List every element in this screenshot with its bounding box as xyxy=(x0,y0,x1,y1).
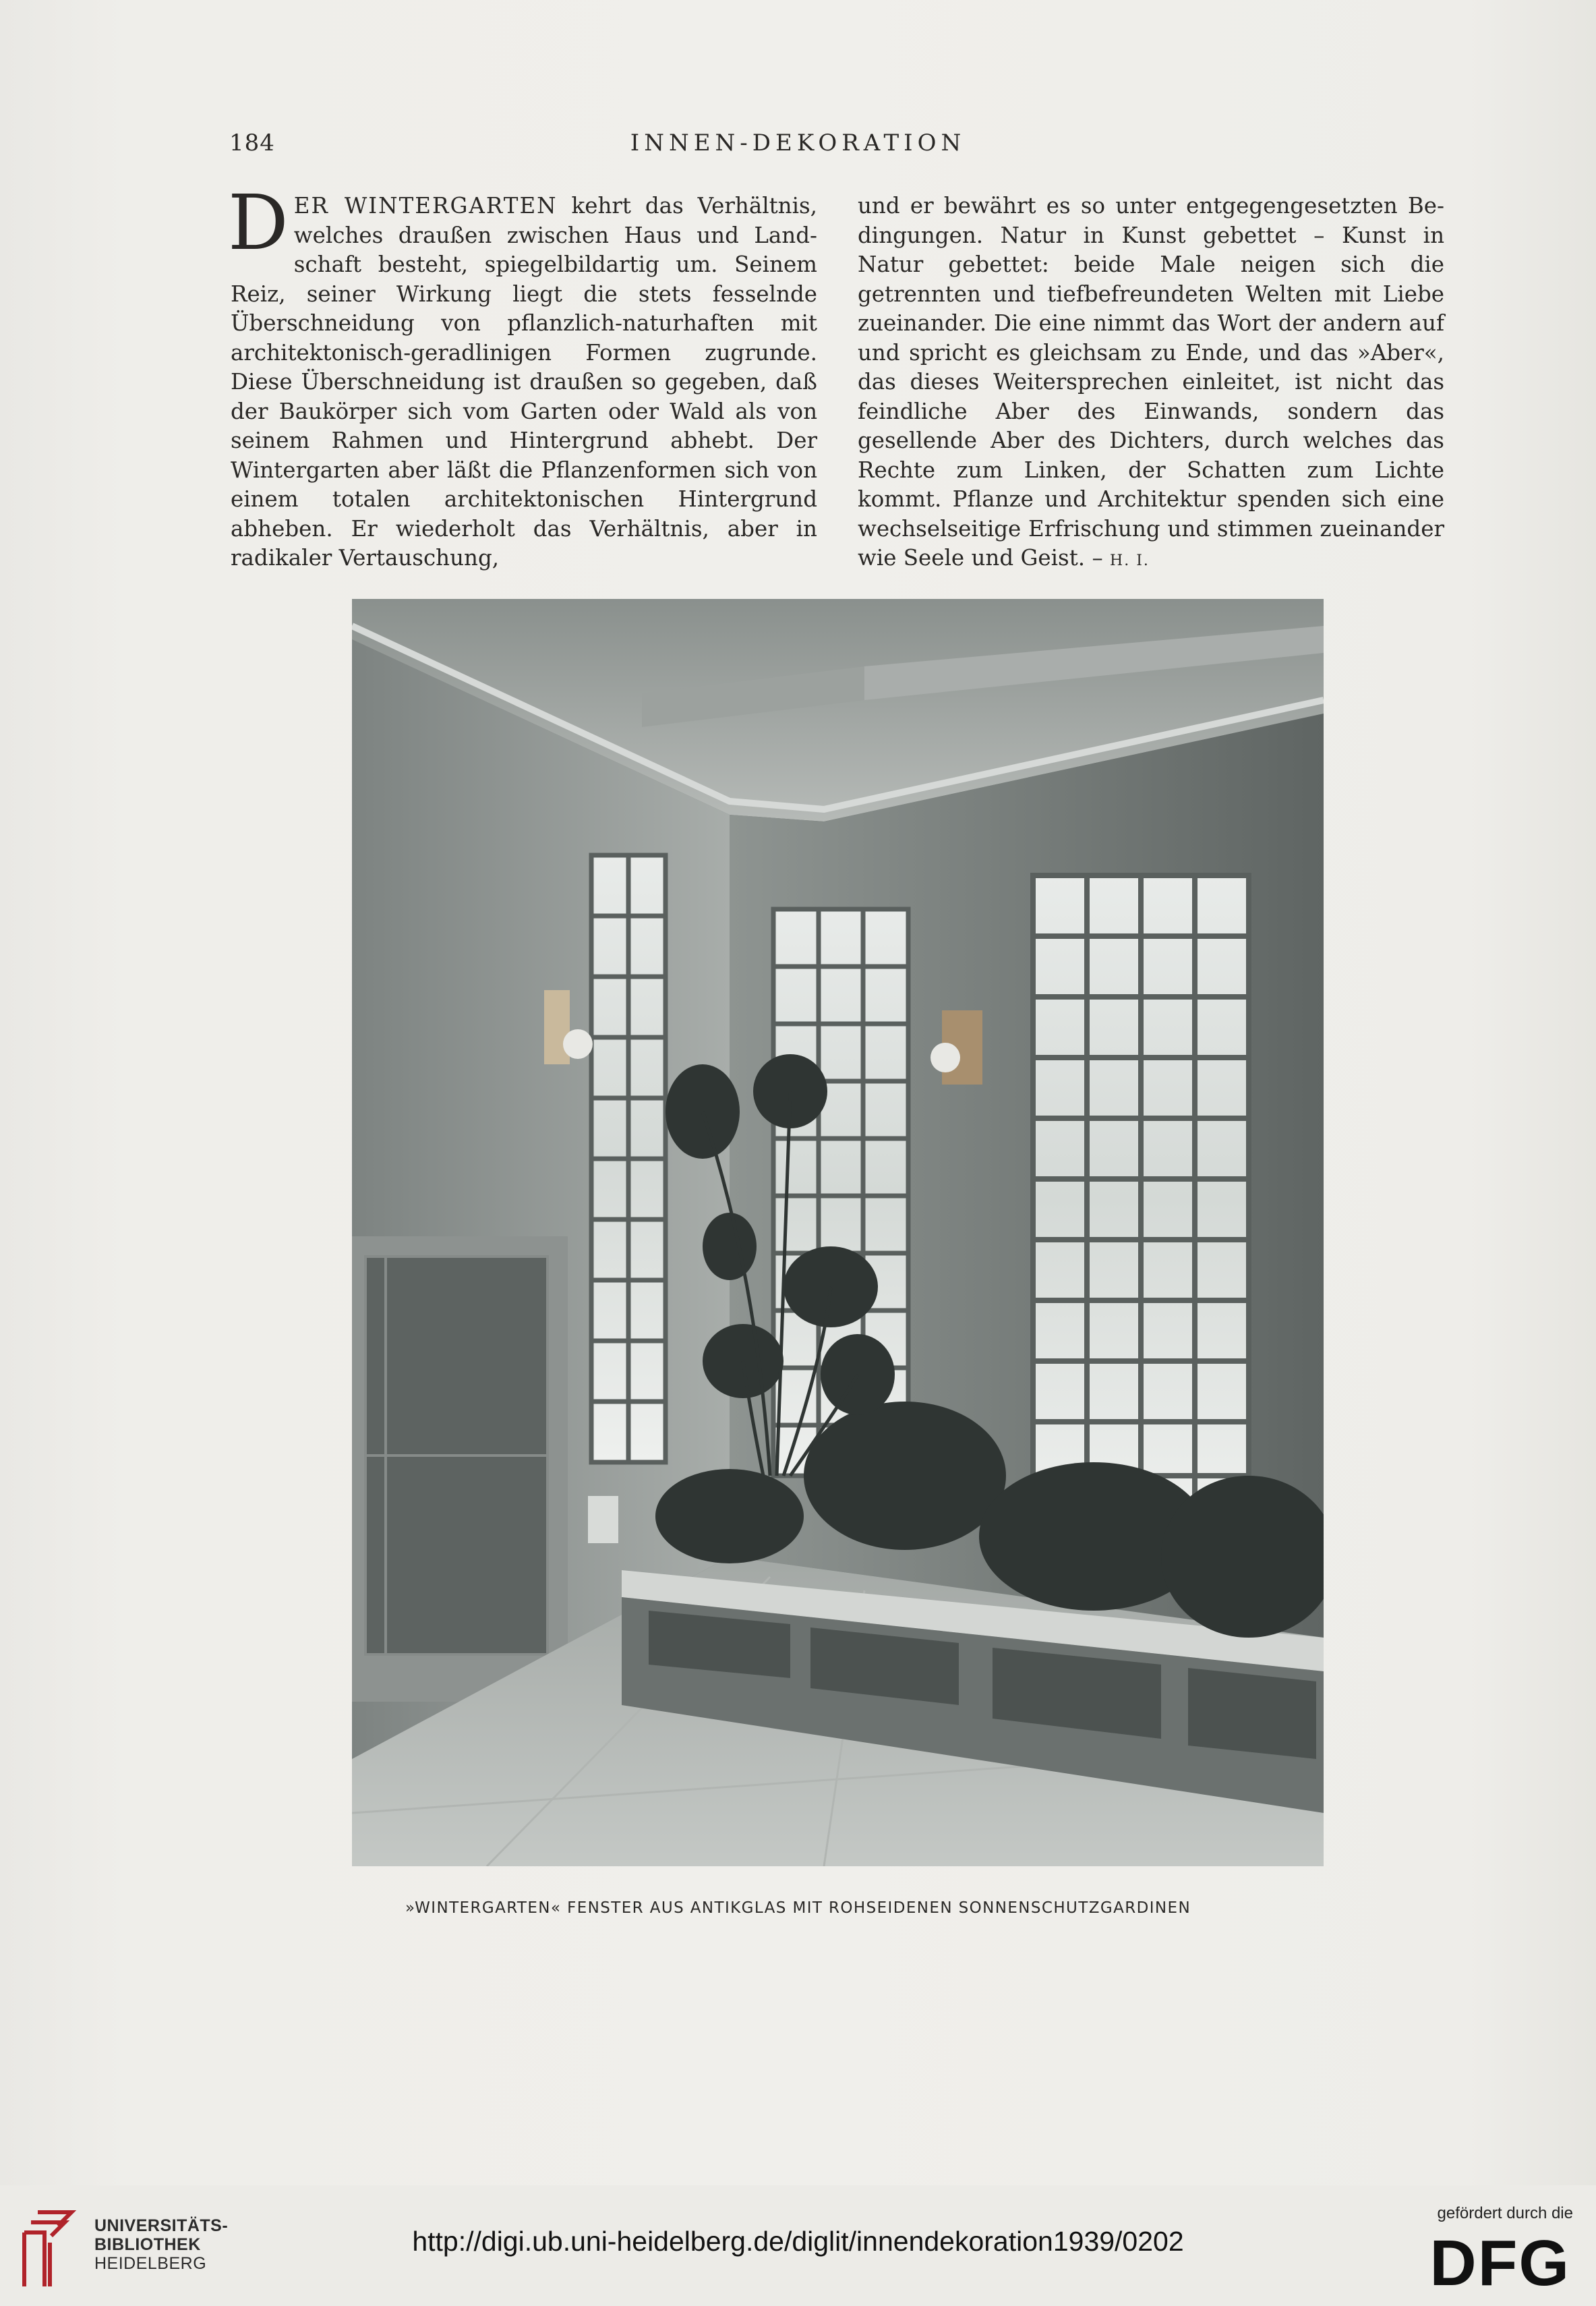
funded-by-label: gefördert durch die xyxy=(1437,2204,1573,2222)
lead-caps: ER WINTERGARTEN xyxy=(293,193,558,219)
figure-caption: »WINTERGARTEN« FENSTER AUS ANTIKGLAS MIT ROHSEIDENEN SONNENSCHUTZGARDINEN xyxy=(405,1899,1191,1917)
left-column-text: kehrt das Verhältnis, welches draußen zwischen Haus und Landschaft besteht, spiegelbildartig um. Seinem Reiz, seiner Wirkung liegt die stets fesselnde Überschneidung von pflanzlich-naturhaften mit architektonisch-geradlinigen Formen zugrunde. Diese Überschneidung ist draußen so gegeben, daß der Baukörper sich vom Garten oder Wald als von seinem Rahmen und Hintergrund abhebt. Der Wintergarten aber läßt die Pflanzenformen sich von einem totalen architektonischen Hintergrund abheben. Er wiederholt das Verhältnis, aber in radikaler Vertauschung, xyxy=(231,193,817,571)
article-column-left xyxy=(228,179,817,573)
page-number: 184 xyxy=(229,129,275,156)
drop-cap: D xyxy=(228,179,289,267)
author-signature: H. I. xyxy=(1110,552,1150,569)
library-name: UNIVERSITÄTS- BIBLIOTHEK HEIDELBERG xyxy=(94,2216,229,2273)
article-column-right xyxy=(858,192,1444,576)
dfg-logo: DFG xyxy=(1429,2227,1570,2299)
right-column-text: und er bewährt es so unter entgegengesetzten Bedingungen. Natur in Kunst gebettet – Kunst in Natur gebettet: beide Male neigen sich die getrennten und tiefbefreundeten Welten mit Liebe zueinander. Die eine nimmt das Wort der andern auf und spricht es gleichsam zu Ende, und das »Aber«, das dieses Weitersprechen einleitet, ist nicht das feindliche Aber des Einwands, sondern das gesellende Aber des Dichters, durch welches das Rechte zum Linken, der Schatten zum Lichte kommt. Pflanze und Architektur spenden sich eine wechselseitige Erfrischung und stimmen zueinander wie Seele und Geist. – xyxy=(858,193,1444,571)
source-url-link[interactable]: http://digi.ub.uni-heidelberg.de/diglit/innendekoration1939/0202 xyxy=(412,2226,1184,2257)
wintergarden-photo xyxy=(352,599,1324,1866)
digitization-footer xyxy=(0,2192,1596,2306)
running-title: INNEN-DEKORATION xyxy=(630,129,966,156)
